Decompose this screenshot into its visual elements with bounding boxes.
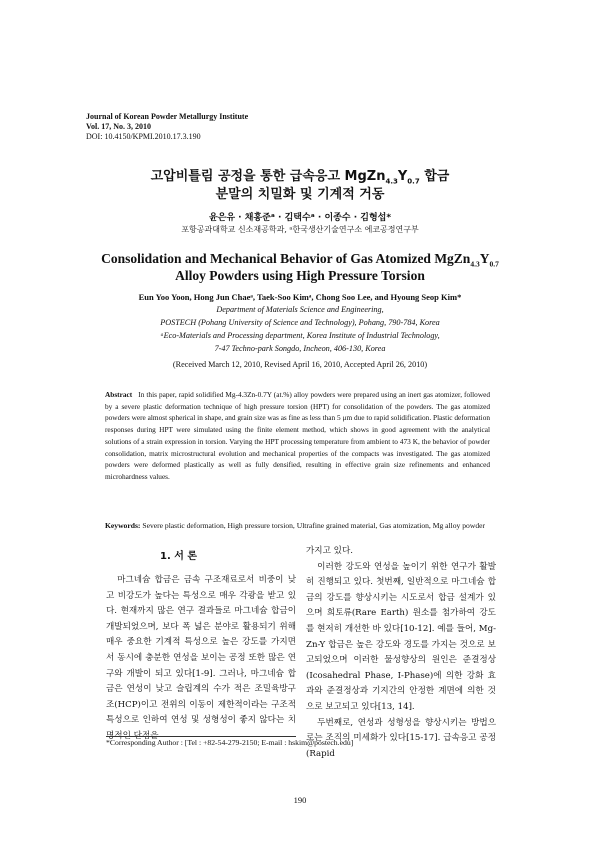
- body-column-right: [306, 544, 496, 762]
- body-paragraph: 가지고 있다.: [306, 546, 353, 556]
- affiliation-english-line: ᵃEco-Materials and Processing department, Korea Institute of Industrial Technology,: [160, 331, 440, 340]
- journal-doi: DOI: 10.4150/KPMI.2010.17.3.190: [86, 132, 201, 141]
- received-dates: (Received March 12, 2010, Revised April 16, 2010, Accepted April 26, 2010): [172, 360, 428, 369]
- section-heading-introduction: 1. 서 론: [160, 551, 198, 562]
- corresponding-author-footnote: *Corresponding Author : [Tel : +82-54-279-2150; E-mail : hskim@postech.edu]: [106, 738, 354, 747]
- title-en-sub: 0.7: [489, 259, 499, 269]
- keywords-label: Keywords:: [105, 521, 141, 530]
- affiliation-korean: 포항공과대학교 신소재공학과, ᵃ한국생산기술연구소 에코공정연구부: [181, 225, 419, 234]
- body-column-left: [106, 573, 296, 745]
- footnote-divider: [106, 736, 296, 737]
- title-english-line1: [0, 251, 600, 269]
- affiliation-english-line: 7-47 Techno-park Songdo, Incheon, 406-130, Korea: [214, 344, 386, 353]
- journal-name: Journal of Korean Powder Metallurgy Institute: [86, 112, 249, 121]
- title-kr-part: 고압비틀림 공정을 통한 급속응고 MgZn: [150, 169, 386, 184]
- abstract: [105, 389, 490, 483]
- title-kr-sub: 4.3: [385, 177, 398, 186]
- title-en-part: Consolidation and Mechanical Behavior of Gas Atomized MgZn: [101, 251, 471, 266]
- affiliation-english-line: Department of Materials Science and Engineering,: [216, 305, 384, 314]
- body-paragraph: 이러한 강도와 연성을 높이기 위한 연구가 활발히 진행되고 있다. 첫번째, 일반적으로 마그네슘 합금의 강도를 향상시키는 시도로서 합금 설계가 있으며 희토류(Rare Earth) 원소를 첨가하여 강도를 현저히 개선한 바 있다[10-12]. 예를 들어, Mg-Zn-Y 합금은 높은 강도와 경도를 가지는 것으로 보고되었으며 이러한 물성향상의 원인은 준결정상(Icosahedral Phase, I-Phase)에 의한 강화 효과와 준결정상과 기지간의 안정한 계면에 의한 것으로 보고되고 있다[13, 14].: [306, 561, 496, 712]
- body-paragraph: 마그네슘 합금은 금속 구조재료로서 비중이 낮고 비강도가 높다는 특성으로 매우 각광을 받고 있다. 현재까지 많은 연구 결과들로 마그네슘 합금이 개발되었으며, 보다 폭 넓은 분야로 활용되기 위해 매우 중요한 기계적 특성으로 높은 강도를 가지면서 동시에 충분한 연성을 보이는 공정 또한 많은 연구와 개발이 되고 있다[1-9]. 그러나, 마그네슘 합금은 연성이 낮고 슬립계의 수가 적은 조밀육방구조(HCP)이고 전위의 이동이 제한적이라는 구조적 특성으로 인하여 연성 및 성형성이 좋지 않다는 치명적인 단점을: [106, 575, 296, 741]
- authors-korean: 윤은유 · 채홍준ᵃ · 김택수ᵃ · 이종수 · 김형섭*: [208, 213, 392, 223]
- title-en-sub: 4.3: [470, 259, 480, 269]
- title-kr-part: Y: [397, 169, 408, 184]
- authors-english: Eun Yoo Yoon, Hong Jun Chaeᵃ, Taek-Soo Kimᵃ, Chong Soo Lee, and Hyoung Seop Kim*: [138, 292, 462, 302]
- keywords: [105, 520, 490, 532]
- title-korean-line2: 분말의 치밀화 및 기계적 거동: [215, 187, 385, 202]
- journal-volume: Vol. 17, No. 3, 2010: [86, 122, 152, 131]
- title-en-part: Y: [479, 251, 490, 266]
- title-kr-part: 합금: [419, 169, 450, 184]
- keywords-text: Severe plastic deformation, High pressure torsion, Ultrafine grained material, Gas atomization, Mg alloy powder: [142, 521, 486, 530]
- affiliation-english-line: POSTECH (Pohang University of Science and Technology), Pohang, 790-784, Korea: [160, 318, 440, 327]
- page-number: 190: [293, 795, 307, 805]
- abstract-text: In this paper, rapid solidified Mg-4.3Zn-0.7Y (at.%) alloy powders were prepared using an inert gas atomizer, followed by a severe plastic deformation technique of high pressure torsion (HPT) for consolidation of the powders. The gas atomized powders were almost spherical in shape, and grain size was as fine as less than 5 μm due to rapid solidification. Plastic deformation responses during HPT were simulated using the finite element method, which shows in good agreement with the analytical solutions of a strain expression in torsion. Varying the HPT processing temperature from ambient to 473 K, the behavior of powder consolidation, matrix microstructural evolution and mechanical properties of the compacts was investigated. The gas atomized powders were deformed plastically as well as fully densified, resulting in effective grain size refinements and enhanced microhardness values.: [105, 390, 490, 481]
- abstract-label: Abstract: [105, 390, 133, 399]
- journal-header: [86, 112, 248, 142]
- title-english-line2: Alloy Powders using High Pressure Torsion: [175, 268, 425, 283]
- title-kr-sub: 0.7: [407, 177, 420, 186]
- body-paragraph: 두번째로, 연성과 성형성을 향상시키는 방법으로는 조직의 미세화가 있다[15-17]. 급속응고 공정(Rapid: [306, 717, 496, 759]
